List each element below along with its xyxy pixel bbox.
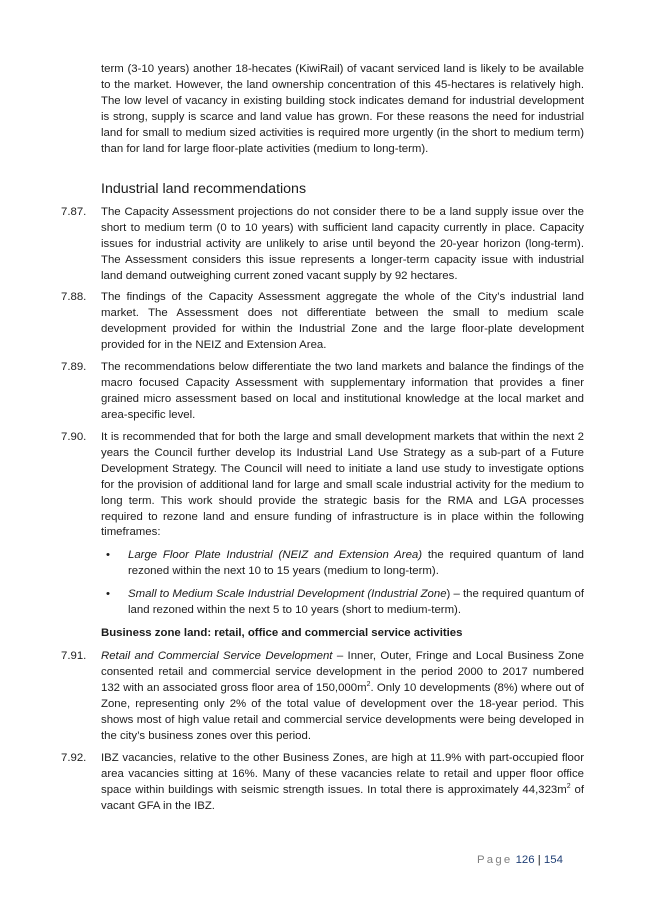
paragraph-791-text-a: – Inner, Outer, Fringe and Local Business Zone consented retail and commercial service development in the period 2000 to 2017 numbered 132 with an associated gross floor area of 150,000m bbox=[101, 650, 584, 694]
paragraph-792 bbox=[101, 751, 584, 815]
bullet-text: the required quantum of land rezoned within the next 10 to 15 years (medium to long-term). bbox=[128, 549, 584, 577]
paragraph-number-790: 7.90. bbox=[61, 431, 87, 443]
bullet-icon: • bbox=[106, 588, 110, 600]
intro-paragraph: term (3-10 years) another 18-hecates (KiwiRail) of vacant serviced land is likely to be available to the market. However, the land ownership concentration of this 45-hectares is relatively high. The low level of vacancy in existing building stock indicates demand for industrial development is strong, supply is scarce and land value has grown. For these reasons the need for industrial land for small to medium sized activities is required more urgently (in the short to medium term) than for land for large floor-plate activities (medium to long-term). bbox=[101, 63, 584, 155]
bullet-title: Small to Medium Scale Industrial Development (Industrial Zone bbox=[128, 588, 447, 600]
paragraph-number-791: 7.91. bbox=[61, 650, 87, 662]
paragraph-number-789: 7.89. bbox=[61, 361, 87, 373]
footer-total-pages: 154 bbox=[543, 854, 563, 866]
page-footer bbox=[477, 853, 563, 867]
paragraph-791-title: Retail and Commercial Service Development bbox=[101, 650, 333, 662]
bullet-item-large-floor-plate bbox=[128, 548, 584, 580]
footer-page-label: Page bbox=[477, 854, 513, 866]
paragraph-number-787: 7.87. bbox=[61, 206, 87, 218]
paragraph-number-788: 7.88. bbox=[61, 291, 87, 303]
bullet-icon: • bbox=[106, 549, 110, 561]
paragraph-791-text-b: . Only 10 developments (8%) where out of Zone, representing only 2% of the total value of development over the 18-year period. This shows most of high value retail and commercial service developments were being developed in the city’s business zones over this period. bbox=[101, 681, 584, 742]
bullet-item-small-medium-scale bbox=[128, 587, 584, 619]
bullet-title: Large Floor Plate Industrial (NEIZ and Extension Area) bbox=[128, 549, 423, 561]
footer-page-number: 126 bbox=[515, 854, 535, 866]
bullet-text: ) – the required quantum of land rezoned within the next 5 to 10 years (short to medium-term). bbox=[128, 588, 584, 616]
paragraph-number-792: 7.92. bbox=[61, 752, 87, 764]
footer-separator: | bbox=[537, 854, 541, 866]
superscript: 2 bbox=[566, 783, 571, 791]
heading-business-zone-land: Business zone land: retail, office and commercial service activities bbox=[101, 627, 463, 639]
paragraph-787: The Capacity Assessment projections do not consider there to be a land supply issue over the short to medium term (0 to 10 years) with sufficient land capacity currently in place. Capacity issues for industrial activity are unlikely to arise until beyond the 20-year horizon (long-term). The Assessment considers this issue represents a longer-term capacity issue with industrial land demand outweighing current zoned vacant supply by 92 hectares. bbox=[101, 206, 584, 282]
paragraph-792-text-a: IBZ vacancies, relative to the other Business Zones, are high at 11.9% with part-occupied floor area vacancies sitting at 16%. Many of these vacancies relate to retail and upper floor office space within buildings with seismic strength issues. In total there is approximately 44,323m bbox=[101, 752, 584, 796]
superscript: 2 bbox=[366, 681, 371, 689]
heading-industrial-recommendations: Industrial land recommendations bbox=[101, 181, 307, 197]
paragraph-792-text-b: of vacant GFA in the IBZ. bbox=[101, 783, 584, 812]
paragraph-788: The findings of the Capacity Assessment aggregate the whole of the City’s industrial land market. The Assessment does not differentiate between the small to medium scale development provided for within the Industrial Zone and the large floor-plate development provided for in the NEIZ and Extension Area. bbox=[101, 291, 584, 351]
paragraph-790: It is recommended that for both the large and small development markets that within the next 2 years the Council further develop its Industrial Land Use Strategy as a sub-part of a Future Development Strategy. The Council will need to initiate a land use study to investigate options for the provision of additional land for large and small scale industrial activity for the medium to long term. This work should provide the strategic basis for the RMA and LGA processes required to rezone land and ensure funding of infrastructure is in place within the following timeframes: bbox=[101, 431, 584, 539]
paragraph-791 bbox=[101, 649, 584, 744]
paragraph-789: The recommendations below differentiate the two land markets and balance the findings of the macro focused Capacity Assessment with supplementary information that provides a finer grained micro assessment based on local and institutional knowledge at the local market and area-specific level. bbox=[101, 361, 584, 421]
